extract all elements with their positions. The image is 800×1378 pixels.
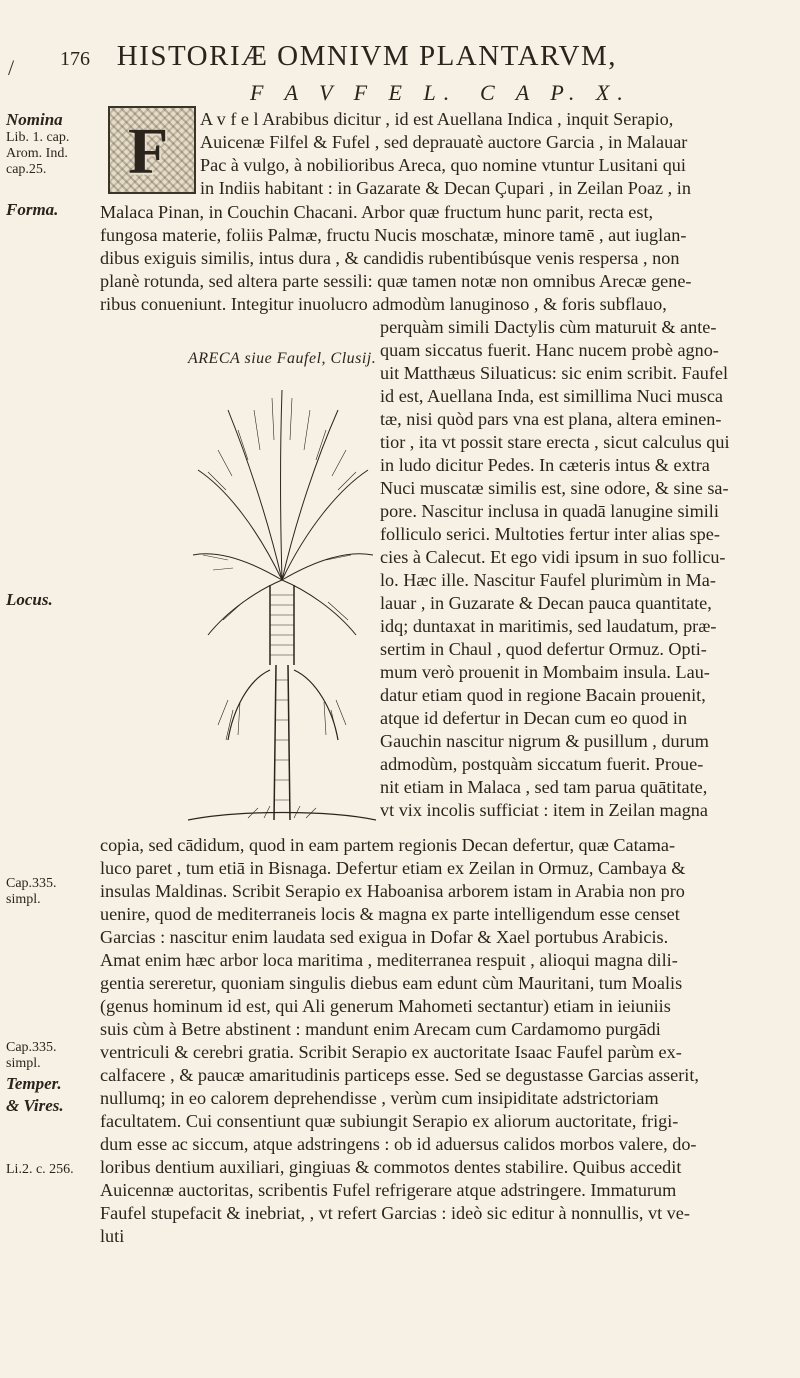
stray-pen-mark: / <box>8 55 15 80</box>
margin-note-vires: & Vires. <box>6 1096 64 1115</box>
body-line: calfacere , & paucæ amaritudinis particeps esse. Sed se degustasse Garcias asserit, <box>100 1065 699 1085</box>
body-line: datur etiam quod in regione Bacain prouenit, <box>380 685 706 705</box>
initial-letter: F <box>128 115 169 188</box>
body-line: admodùm, postquàm siccatum fuerit. Proue- <box>380 754 704 774</box>
body-line: Pac à vulgo, à nobilioribus Areca, quo nomine vtuntur Lusitani qui <box>200 155 686 175</box>
plant-name-heading: F A V F E L. <box>250 80 458 105</box>
body-line: Gauchin nascitur nigrum & pusillum , durum <box>380 731 709 751</box>
body-line: tæ, nisi quòd pars vna est plana, altera eminen- <box>380 409 722 429</box>
body-line: Garcias : nascitur enim laudata sed exigua in Dofar & Xael portubus Arabicis. <box>100 927 669 947</box>
body-line: tior , ita vt possit stare erecta , sicut calculus qui <box>380 432 730 452</box>
body-line: ventriculi & cerebri gratia. Scribit Serapio ex auctoritate Isaac Faufel parùm ex- <box>100 1042 682 1062</box>
margin-note-locus: Locus. <box>6 590 53 609</box>
decorated-initial <box>108 106 196 194</box>
running-title: HISTORIÆ OMNIVM PLANTARVM, <box>116 40 618 72</box>
body-line: quam siccatus fuerit. Hanc nucem probè agno- <box>380 340 719 360</box>
body-line: idq; duntaxat in maritimis, sed laudatum, præ- <box>380 616 717 636</box>
page-number: 176 <box>60 48 90 70</box>
margin-note-nomina: Nomina <box>6 110 63 129</box>
body-line: luti <box>100 1226 125 1246</box>
areca-palm-illustration <box>188 380 376 825</box>
body-line: dum esse ac siccum, atque adstringens : ob id aduersus calidos morbos valere, do- <box>100 1134 697 1154</box>
body-line: suis cùm à Betre abstinent : mandunt enim Arecam cum Cardamomo purgādi <box>100 1019 661 1039</box>
margin-note-cap335-b: Cap.335. simpl. <box>6 1040 57 1071</box>
body-line: facultatem. Cui consentiunt quæ subiungit Serapio ex aliorum auctoritate, frigi- <box>100 1111 679 1131</box>
body-line: sertim in Chaul , quod defertur Ormuz. Opti- <box>380 639 707 659</box>
body-line: uit Matthæus Siluaticus: sic enim scribit. Faufel <box>380 363 729 383</box>
body-line: Faufel stupefacit & inebriat, , vt refert Garcias : ideò sic editur à nonnullis, vt ve- <box>100 1203 690 1223</box>
body-line: gentia sereretur, quoniam singulis diebus eam edunt cùm Mauritani, tum Moalis <box>100 973 683 993</box>
body-line: Amat enim hæc arbor loca maritima , mediterranea respuit , alioqui magna dili- <box>100 950 678 970</box>
body-line: (genus hominum id est, qui Ali generum Mahometi sectantur) etiam in ieiuniis <box>100 996 671 1016</box>
chapter-number: C A P. X. <box>480 80 631 105</box>
body-line: vt vix incolis sufficiat : item in Zeilan magna <box>380 800 708 820</box>
chapter-heading <box>250 80 670 106</box>
margin-note-forma: Forma. <box>6 200 59 219</box>
body-line: loribus dentium auxiliari, gingiuas & commotos dentes stabilire. Quibus accedit <box>100 1157 682 1177</box>
body-line: fungosa materie, foliis Palmæ, fructu Nucis moschatæ, minore tamē , aut iuglan- <box>100 225 687 245</box>
body-line: insulas Maldinas. Scribit Serapio ex Haboanisa arborem istam in Arabia non pro <box>100 881 685 901</box>
body-line: Malaca Pinan, in Couchin Chacani. Arbor quæ fructum hunc parit, recta est, <box>100 202 654 222</box>
margin-note-li2: Li.2. c. 256. <box>6 1162 74 1177</box>
body-line: in Indiis habitant : in Gazarate & Decan Çupari , in Zeilan Poaz , in <box>200 178 691 198</box>
body-line: atque id defertur in Decan cum eo quod in <box>380 708 688 728</box>
margin-note-reference: Lib. 1. cap. Arom. Ind. cap.25. <box>6 130 70 177</box>
body-line: lauar , in Guzarate & Decan pauca quantitate, <box>380 593 712 613</box>
body-line: in ludo dicitur Pedes. In cæteris intus & extra <box>380 455 710 475</box>
body-line: pore. Nascitur inclusa in quadā lanugine simili <box>380 501 719 521</box>
body-line: ribus conueniunt. Integitur inuolucro admodùm lanuginoso , & foris subflauo, <box>100 294 667 314</box>
body-line: mum verò prouenit in Mombaim insula. Lau- <box>380 662 710 682</box>
body-line: Auicenæ Filfel & Fufel , sed deprauatè auctore Garcia , in Malauar <box>200 132 688 152</box>
plate-caption: ARECA siue Faufel, Clusij. <box>188 350 377 367</box>
margin-note-temper: Temper. <box>6 1074 62 1093</box>
body-line: copia, sed cādidum, quod in eam partem regionis Decan defertur, quæ Catama- <box>100 835 676 855</box>
body-line: luco paret , tum etiā in Bisnaga. Defertur etiam ex Zeilan in Ormuz, Cambaya & <box>100 858 686 878</box>
margin-note-cap335: Cap.335. simpl. <box>6 876 57 907</box>
body-line: cies à Calecut. Et ego vidi ipsum in suo follicu- <box>380 547 726 567</box>
body-line: perquàm simili Dactylis cùm maturuit & ante- <box>380 317 717 337</box>
body-line: A v f e l Arabibus dicitur , id est Auellana Indica , inquit Serapio, <box>200 109 674 129</box>
body-line: lo. Hæc ille. Nascitur Faufel plurimùm in Ma- <box>380 570 716 590</box>
body-line: dibus exiguis similis, intus dura , & candidis rubentibúsque venis respersa , non <box>100 248 680 268</box>
body-line: Nuci muscatæ similis est, sine odore, & sine sa- <box>380 478 729 498</box>
body-line: Auicennæ auctoritas, scribentis Fufel refrigerare atque adstringere. Immaturum <box>100 1180 677 1200</box>
body-line: id est, Auellana Inda, est simillima Nuci musca <box>380 386 723 406</box>
body-line: folliculo serici. Multoties fertur inter alias spe- <box>380 524 720 544</box>
running-header <box>60 40 760 73</box>
body-line: nullumq; in eo calorem deprehendisse , verùm cum insipiditate adstrictoriam <box>100 1088 659 1108</box>
body-line: nit etiam in Malaca , sed tam parua quātitate, <box>380 777 708 797</box>
palm-frond <box>193 390 373 635</box>
body-line: uenire, quod de mediterraneis locis & magna ex parte intelligendum esse censet <box>100 904 680 924</box>
body-line: planè rotunda, sed altera parte sessili: quæ tamen notæ non omnibus Arecæ gene- <box>100 271 692 291</box>
